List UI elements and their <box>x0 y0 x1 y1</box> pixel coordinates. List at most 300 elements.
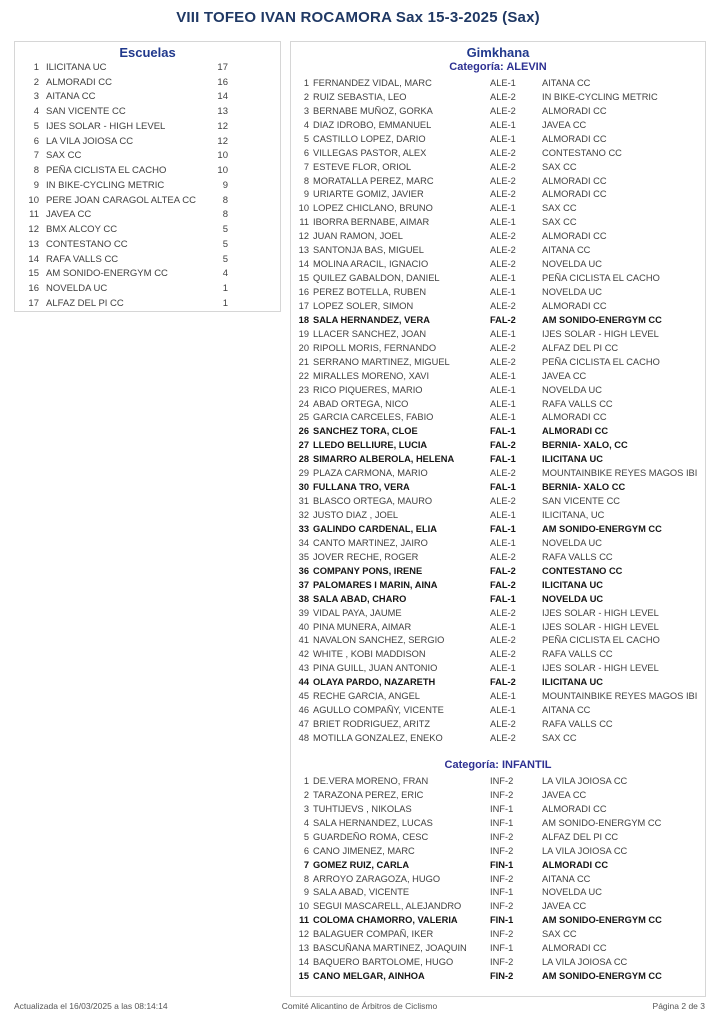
category-code: INF-2 <box>490 901 514 912</box>
rider-name: PLAZA CARMONA, MARIO <box>313 468 428 479</box>
rider-club: RAFA VALLS CC <box>542 719 613 730</box>
escuelas-points: 1 <box>222 297 228 309</box>
rider-name: PALOMARES I MARIN, AINA <box>313 579 438 590</box>
result-rank: 29 <box>298 468 309 479</box>
result-rank: 15 <box>298 971 309 982</box>
escuelas-points: 8 <box>222 194 228 206</box>
result-rank: 13 <box>298 943 309 954</box>
result-rank: 14 <box>298 957 309 968</box>
result-row <box>291 424 705 438</box>
rider-name: JUSTO DIAZ , JOEL <box>313 510 399 521</box>
rider-name: TARAZONA PEREZ, ERIC <box>313 789 424 800</box>
rider-name: SALA ABAD, CHARO <box>313 593 407 604</box>
rider-name: GALINDO CARDENAL, ELIA <box>313 523 437 534</box>
category-code: ALE-1 <box>490 273 516 284</box>
rider-club: AM SONIDO-ENERGYM CC <box>542 817 662 828</box>
rider-name: JOVER RECHE, ROGER <box>313 551 419 562</box>
result-row <box>291 620 705 634</box>
rider-name: GARCIA CARCELES, FABIO <box>313 412 434 423</box>
result-row <box>291 452 705 466</box>
category-code: INF-1 <box>490 887 514 898</box>
escuelas-points: 5 <box>222 238 228 250</box>
category-code: FAL-2 <box>490 579 516 590</box>
result-rank: 12 <box>298 231 309 242</box>
result-row <box>291 731 705 745</box>
result-row <box>291 816 705 830</box>
rider-club: SAN VICENTE CC <box>542 496 621 507</box>
result-rank: 15 <box>298 273 309 284</box>
escuelas-panel <box>14 41 281 312</box>
rider-name: FULLANA TRO, VERA <box>313 482 410 493</box>
result-row <box>291 661 705 675</box>
rider-club: ILICITANA UC <box>542 579 603 590</box>
escuelas-row <box>15 193 280 208</box>
result-rank: 26 <box>298 426 309 437</box>
escuelas-standings-list <box>15 60 280 311</box>
result-row <box>291 858 705 872</box>
rider-club: PEÑA CICLISTA EL CACHO <box>542 635 660 646</box>
result-rank: 39 <box>298 607 309 618</box>
escuelas-points: 9 <box>222 179 228 191</box>
rider-club: ALMORADI CC <box>542 943 607 954</box>
rider-name: SALA HERNANDEZ, VERA <box>313 314 430 325</box>
category-code: ALE-2 <box>490 300 516 311</box>
escuelas-club: RAFA VALLS CC <box>46 253 119 265</box>
rider-club: AITANA CC <box>542 873 591 884</box>
escuelas-rank: 17 <box>28 297 39 309</box>
category-code: ALE-2 <box>490 733 516 744</box>
result-row <box>291 536 705 550</box>
escuelas-row <box>15 237 280 252</box>
result-rank: 25 <box>298 412 309 423</box>
result-rank: 10 <box>298 901 309 912</box>
rider-name: MOTILLA GONZALEZ, ENEKO <box>313 733 443 744</box>
result-row <box>291 118 705 132</box>
rider-club: RAFA VALLS CC <box>542 649 613 660</box>
rider-name: GUARDEÑO ROMA, CESC <box>313 831 429 842</box>
result-rank: 1 <box>303 77 309 88</box>
result-rank: 6 <box>303 845 309 856</box>
category-code: ALE-1 <box>490 77 516 88</box>
category-code: ALE-2 <box>490 635 516 646</box>
category-code: FAL-2 <box>490 440 516 451</box>
escuelas-points: 12 <box>217 120 228 132</box>
category-code: FAL-2 <box>490 314 516 325</box>
rider-name: BERNABE MUÑOZ, GORKA <box>313 105 433 116</box>
rider-club: ILICITANA UC <box>542 677 603 688</box>
rider-name: BASCUÑANA MARTINEZ, JOAQUIN <box>313 943 467 954</box>
result-row <box>291 927 705 941</box>
category-code: INF-2 <box>490 957 514 968</box>
rider-name: JUAN RAMON, JOEL <box>313 231 403 242</box>
rider-club: NOVELDA UC <box>542 887 602 898</box>
result-rank: 35 <box>298 551 309 562</box>
rider-name: NAVALON SANCHEZ, SERGIO <box>313 635 445 646</box>
category-code: FIN-1 <box>490 859 514 870</box>
rider-name: SIMARRO ALBEROLA, HELENA <box>313 454 455 465</box>
result-rank: 4 <box>303 119 309 130</box>
category-code: ALE-2 <box>490 468 516 479</box>
escuelas-row <box>15 90 280 105</box>
rider-club: ALMORADI CC <box>542 300 607 311</box>
escuelas-row <box>15 60 280 75</box>
rider-name: PEREZ BOTELLA, RUBEN <box>313 287 427 298</box>
result-rank: 42 <box>298 649 309 660</box>
rider-name: DIAZ IDROBO, EMMANUEL <box>313 119 432 130</box>
result-row <box>291 494 705 508</box>
escuelas-row <box>15 281 280 296</box>
rider-club: ILICITANA, UC <box>542 510 605 521</box>
rider-club: IJES SOLAR - HIGH LEVEL <box>542 328 659 339</box>
category-code: ALE-1 <box>490 663 516 674</box>
rider-club: ALMORADI CC <box>542 175 607 186</box>
result-row <box>291 689 705 703</box>
escuelas-points: 14 <box>217 91 228 103</box>
rider-name: QUILEZ GABALDON, DANIEL <box>313 273 440 284</box>
rider-name: IBORRA BERNABE, AIMAR <box>313 217 430 228</box>
rider-club: AM SONIDO-ENERGYM CC <box>542 314 662 325</box>
rider-club: RAFA VALLS CC <box>542 398 613 409</box>
rider-name: LOPEZ CHICLANO, BRUNO <box>313 203 433 214</box>
category-code: INF-2 <box>490 831 514 842</box>
category-code: ALE-2 <box>490 231 516 242</box>
rider-name: LLACER SANCHEZ, JOAN <box>313 328 427 339</box>
escuelas-club: NOVELDA UC <box>46 283 108 295</box>
result-row <box>291 188 705 202</box>
page-footer <box>14 1001 705 1011</box>
result-row <box>291 397 705 411</box>
escuelas-club: PERE JOAN CARAGOL ALTEA CC <box>46 194 196 206</box>
result-row <box>291 578 705 592</box>
category-code: INF-1 <box>490 817 514 828</box>
result-rank: 36 <box>298 565 309 576</box>
category-code: INF-2 <box>490 873 514 884</box>
result-rank: 16 <box>298 287 309 298</box>
category-code: FAL-2 <box>490 677 516 688</box>
result-rank: 44 <box>298 677 309 688</box>
rider-name: MOLINA ARACIL, IGNACIO <box>313 259 429 270</box>
result-row <box>291 76 705 90</box>
category-code: ALE-1 <box>490 398 516 409</box>
escuelas-rank: 11 <box>29 209 39 221</box>
escuelas-rank: 2 <box>33 76 39 88</box>
result-rank: 18 <box>298 314 309 325</box>
result-rank: 48 <box>298 733 309 744</box>
escuelas-club: IJES SOLAR - HIGH LEVEL <box>46 120 166 132</box>
category-code: ALE-2 <box>490 259 516 270</box>
result-rank: 1 <box>303 775 309 786</box>
category-code: ALE-1 <box>490 384 516 395</box>
result-row <box>291 647 705 661</box>
result-row <box>291 788 705 802</box>
result-rank: 3 <box>303 803 309 814</box>
result-row <box>291 285 705 299</box>
category-code: FAL-1 <box>490 593 516 604</box>
rider-name: SALA HERNANDEZ, LUCAS <box>313 817 433 828</box>
result-rank: 33 <box>298 523 309 534</box>
rider-club: CONTESTANO CC <box>542 147 622 158</box>
category-code: ALE-1 <box>490 133 516 144</box>
rider-club: SAX CC <box>542 161 577 172</box>
escuelas-row <box>15 208 280 223</box>
result-rank: 22 <box>298 370 309 381</box>
result-row <box>291 271 705 285</box>
category-code: ALE-2 <box>490 607 516 618</box>
escuelas-row <box>15 134 280 149</box>
rider-club: LA VILA JOIOSA CC <box>542 957 628 968</box>
category-code: ALE-2 <box>490 105 516 116</box>
escuelas-row <box>15 163 280 178</box>
rider-club: NOVELDA UC <box>542 593 604 604</box>
result-rank: 34 <box>298 537 309 548</box>
escuelas-points: 5 <box>222 253 228 265</box>
result-rank: 8 <box>303 873 309 884</box>
result-row <box>291 327 705 341</box>
result-row <box>291 774 705 788</box>
escuelas-club: SAN VICENTE CC <box>46 106 126 118</box>
result-rank: 6 <box>303 147 309 158</box>
rider-name: PINA MUNERA, AIMAR <box>313 621 412 632</box>
result-row <box>291 941 705 955</box>
rider-name: OLAYA PARDO, NAZARETH <box>313 677 436 688</box>
rider-club: ALFAZ DEL PI CC <box>542 342 619 353</box>
escuelas-club: LA VILA JOIOSA CC <box>46 135 134 147</box>
result-row <box>291 634 705 648</box>
escuelas-points: 10 <box>217 165 228 177</box>
category-code: ALE-2 <box>490 189 516 200</box>
rider-club: NOVELDA UC <box>542 287 602 298</box>
result-row <box>291 146 705 160</box>
result-row <box>291 480 705 494</box>
result-rank: 40 <box>298 621 309 632</box>
escuelas-rank: 1 <box>33 61 39 73</box>
result-rank: 2 <box>303 91 309 102</box>
result-row <box>291 243 705 257</box>
rider-club: ALMORADI CC <box>542 105 607 116</box>
rider-club: BERNIA- XALO CC <box>542 482 626 493</box>
result-row <box>291 830 705 844</box>
escuelas-rank: 3 <box>33 91 39 103</box>
rider-club: AITANA CC <box>542 245 591 256</box>
category-code: ALE-2 <box>490 342 516 353</box>
escuelas-points: 1 <box>222 283 228 295</box>
result-row <box>291 592 705 606</box>
category-code: FIN-1 <box>490 915 514 926</box>
result-row <box>291 160 705 174</box>
escuelas-points: 8 <box>222 209 228 221</box>
rider-name: SEGUI MASCARELL, ALEJANDRO <box>313 901 462 912</box>
rider-club: ALFAZ DEL PI CC <box>542 831 619 842</box>
rider-club: IJES SOLAR - HIGH LEVEL <box>542 663 659 674</box>
result-row <box>291 703 705 717</box>
category-code: ALE-1 <box>490 287 516 298</box>
rider-name: RUIZ SEBASTIA, LEO <box>313 91 407 102</box>
rider-club: ALMORADI CC <box>542 859 609 870</box>
result-rank: 8 <box>303 175 309 186</box>
rider-club: ALMORADI CC <box>542 189 607 200</box>
result-rank: 11 <box>299 217 309 228</box>
rider-name: AGULLO COMPAÑY, VICENTE <box>313 705 444 716</box>
result-rank: 10 <box>298 203 309 214</box>
escuelas-row <box>15 222 280 237</box>
result-row <box>291 550 705 564</box>
escuelas-rank: 12 <box>28 224 39 236</box>
category-code: FIN-2 <box>490 971 514 982</box>
escuelas-club: BMX ALCOY CC <box>46 224 118 236</box>
rider-name: ESTEVE FLOR, ORIOL <box>313 161 412 172</box>
rider-club: JAVEA CC <box>542 119 587 130</box>
rider-name: FERNANDEZ VIDAL, MARC <box>313 77 432 88</box>
result-row <box>291 508 705 522</box>
result-row <box>291 383 705 397</box>
gimkhana-panel <box>290 41 706 997</box>
rider-club: MOUNTAINBIKE REYES MAGOS IBI <box>542 691 698 702</box>
escuelas-rank: 4 <box>33 106 39 118</box>
result-rank: 13 <box>298 245 309 256</box>
rider-name: RECHE GARCIA, ANGEL <box>313 691 420 702</box>
category-code: INF-2 <box>490 789 514 800</box>
rider-club: AM SONIDO-ENERGYM CC <box>542 971 662 982</box>
category-code: ALE-2 <box>490 175 516 186</box>
rider-club: SAX CC <box>542 217 577 228</box>
rider-name: VILLEGAS PASTOR, ALEX <box>313 147 427 158</box>
escuelas-points: 5 <box>222 224 228 236</box>
rider-name: LLEDO BELLIURE, LUCIA <box>313 440 428 451</box>
rider-name: MORATALLA PEREZ, MARC <box>313 175 434 186</box>
category-code: ALE-2 <box>490 649 516 660</box>
rider-name: DE.VERA MORENO, FRAN <box>313 775 429 786</box>
rider-name: WHITE , KOBI MADDISON <box>313 649 426 660</box>
escuelas-points: 4 <box>222 268 228 280</box>
category-code: ALE-1 <box>490 412 516 423</box>
category-code: ALE-2 <box>490 719 516 730</box>
escuelas-club: AM SONIDO-ENERGYM CC <box>46 268 168 280</box>
category-code: ALE-1 <box>490 119 516 130</box>
result-row <box>291 913 705 927</box>
escuelas-rank: 8 <box>33 165 39 177</box>
escuelas-club: JAVEA CC <box>46 209 92 221</box>
escuelas-club: CONTESTANO CC <box>46 238 128 250</box>
result-row <box>291 132 705 146</box>
rider-club: BERNIA- XALO, CC <box>542 440 628 451</box>
category-header: Categoría: INFANTIL <box>444 759 552 771</box>
result-row <box>291 886 705 900</box>
result-row <box>291 717 705 731</box>
result-row <box>291 174 705 188</box>
rider-club: MOUNTAINBIKE REYES MAGOS IBI <box>542 468 698 479</box>
rider-club: PEÑA CICLISTA EL CACHO <box>542 356 660 367</box>
escuelas-club: AITANA CC <box>46 91 96 103</box>
result-row <box>291 969 705 983</box>
result-rank: 43 <box>298 663 309 674</box>
result-row <box>291 899 705 913</box>
category-code: ALE-1 <box>490 621 516 632</box>
escuelas-row <box>15 252 280 267</box>
result-rank: 27 <box>298 440 309 451</box>
result-rank: 30 <box>298 482 309 493</box>
rider-club: IJES SOLAR - HIGH LEVEL <box>542 621 659 632</box>
rider-club: NOVELDA UC <box>542 384 602 395</box>
result-row <box>291 438 705 452</box>
category-code: FAL-1 <box>490 426 516 437</box>
category-code: ALE-1 <box>490 328 516 339</box>
result-row <box>291 201 705 215</box>
rider-name: TUHTIJEVS , NIKOLAS <box>313 803 412 814</box>
result-row <box>291 564 705 578</box>
result-row <box>291 104 705 118</box>
category-code: INF-2 <box>490 929 514 940</box>
rider-name: URIARTE GOMIZ, JAVIER <box>313 189 424 200</box>
category-code: ALE-2 <box>490 245 516 256</box>
result-row <box>291 257 705 271</box>
rider-club: RAFA VALLS CC <box>542 551 613 562</box>
rider-club: ILICITANA UC <box>542 454 603 465</box>
category-code: FAL-1 <box>490 454 516 465</box>
rider-name: BRIET RODRIGUEZ, ARITZ <box>313 719 431 730</box>
escuelas-rank: 9 <box>33 179 39 191</box>
result-rank: 38 <box>298 593 309 604</box>
result-row <box>291 229 705 243</box>
category-code: ALE-2 <box>490 356 516 367</box>
escuelas-title: Escuelas <box>119 45 176 60</box>
escuelas-rank: 15 <box>28 268 39 280</box>
result-rank: 2 <box>303 789 309 800</box>
category-code: INF-2 <box>490 775 514 786</box>
rider-club: IN BIKE-CYCLING METRIC <box>542 91 658 102</box>
rider-club: CONTESTANO CC <box>542 565 623 576</box>
rider-club: ALMORADI CC <box>542 412 607 423</box>
result-rank: 7 <box>303 161 309 172</box>
result-rank: 5 <box>303 831 309 842</box>
page-title: VIII TOFEO IVAN ROCAMORA Sax 15-3-2025 (Sax) <box>176 9 540 26</box>
result-rank: 21 <box>298 356 309 367</box>
footer-updated-timestamp: Actualizada el 16/03/2025 a las 08:14:14 <box>14 1001 168 1011</box>
escuelas-row <box>15 119 280 134</box>
escuelas-rank: 5 <box>33 120 39 132</box>
rider-club: ALMORADI CC <box>542 133 607 144</box>
category-code: FAL-1 <box>490 523 516 534</box>
rider-name: CANO MELGAR, AINHOA <box>313 971 425 982</box>
rider-club: IJES SOLAR - HIGH LEVEL <box>542 607 659 618</box>
rider-club: ALMORADI CC <box>542 231 607 242</box>
escuelas-rank: 6 <box>33 135 39 147</box>
rider-name: SERRANO MARTINEZ, MIGUEL <box>313 356 450 367</box>
result-rank: 12 <box>298 929 309 940</box>
rider-name: COMPANY PONS, IRENE <box>313 565 423 576</box>
escuelas-club: PEÑA CICLISTA EL CACHO <box>46 165 167 177</box>
result-row <box>291 90 705 104</box>
result-row <box>291 844 705 858</box>
rider-club: AITANA CC <box>542 705 591 716</box>
result-row <box>291 313 705 327</box>
result-row <box>291 341 705 355</box>
rider-club: AITANA CC <box>542 77 591 88</box>
result-rank: 4 <box>303 817 309 828</box>
escuelas-row <box>15 149 280 164</box>
result-rank: 41 <box>298 635 309 646</box>
result-rank: 9 <box>303 189 309 200</box>
result-row <box>291 802 705 816</box>
escuelas-club: ALMORADI CC <box>46 76 112 88</box>
category-code: ALE-2 <box>490 147 516 158</box>
result-rank: 14 <box>298 259 309 270</box>
rider-name: VIDAL PAYA, JAUME <box>313 607 402 618</box>
rider-name: SALA ABAD, VICENTE <box>313 887 410 898</box>
category-header: Categoría: ALEVIN <box>449 61 547 73</box>
category-code: INF-1 <box>490 803 514 814</box>
result-rank: 7 <box>303 859 309 870</box>
rider-club: JAVEA CC <box>542 370 587 381</box>
